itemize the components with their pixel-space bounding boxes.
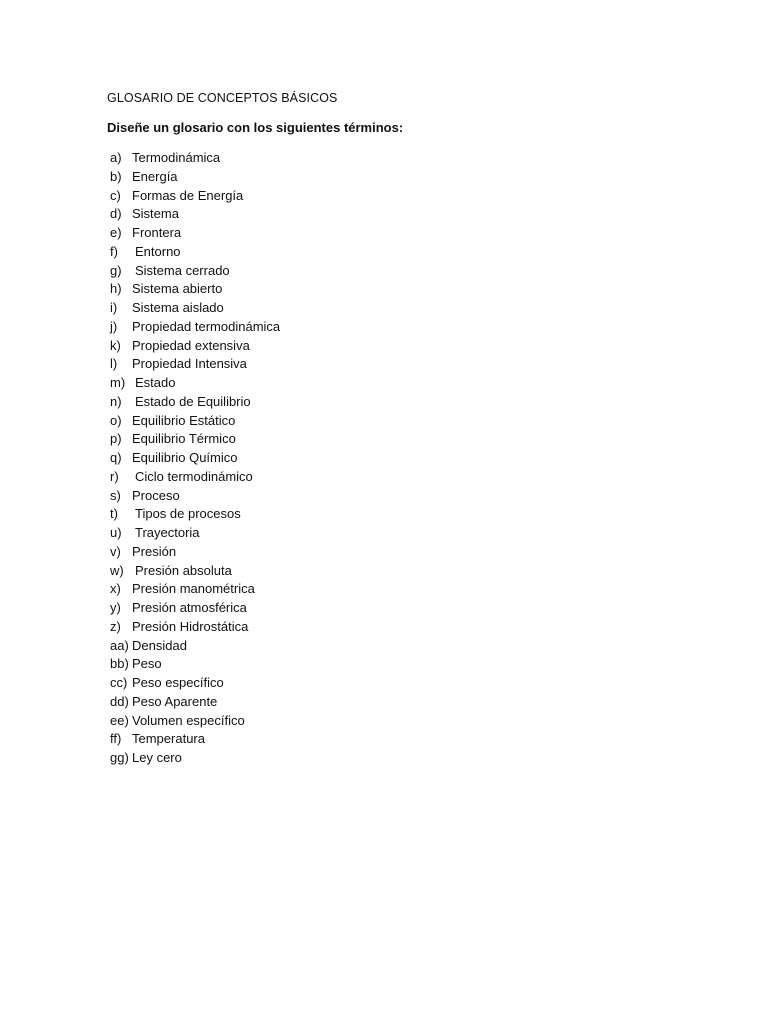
list-item: [110, 730, 280, 749]
list-item: [110, 393, 280, 412]
term-label: Propiedad termodinámica: [132, 318, 281, 334]
list-marker: r): [110, 468, 119, 484]
term-label: Ley cero: [132, 750, 182, 765]
term-label: Sistema: [132, 206, 179, 222]
term-label: Proceso: [132, 487, 180, 503]
list-marker: p): [110, 431, 122, 447]
term-label: Presión absoluta: [135, 562, 232, 578]
list-marker: z): [110, 618, 121, 634]
list-marker: w): [110, 562, 124, 578]
list-item: [110, 487, 280, 506]
list-item: [110, 712, 280, 731]
list-item: [110, 280, 280, 299]
list-marker: e): [110, 225, 122, 240]
term-label: Equilibrio Térmico: [132, 431, 236, 447]
list-item: [110, 618, 280, 637]
term-label: Frontera: [132, 225, 182, 240]
term-label: Sistema aislado: [132, 300, 224, 315]
term-label: Entorno: [135, 243, 181, 259]
list-marker: g): [110, 262, 122, 278]
term-label: Temperatura: [132, 731, 205, 747]
list-item: [110, 168, 280, 187]
term-label: Sistema abierto: [132, 281, 223, 297]
term-label: Peso Aparente: [132, 693, 218, 709]
list-item: [110, 355, 280, 374]
list-marker: a): [110, 150, 122, 165]
term-label: Presión Hidrostática: [132, 618, 249, 634]
list-marker: v): [110, 543, 121, 559]
list-item: [110, 693, 280, 712]
list-item: [110, 449, 280, 468]
term-label: Estado: [135, 375, 176, 390]
list-item: [110, 243, 280, 262]
list-marker: cc): [110, 675, 128, 690]
document-title: GLOSARIO DE CONCEPTOS BÁSICOS: [107, 91, 338, 105]
list-marker: k): [110, 337, 121, 353]
list-marker: i): [110, 300, 118, 315]
list-item: [110, 543, 280, 562]
list-item: [110, 337, 280, 356]
list-item: [110, 299, 280, 318]
list-item: [110, 599, 280, 618]
list-marker: o): [110, 412, 122, 428]
list-marker: q): [110, 450, 122, 465]
term-label: Presión: [132, 543, 177, 559]
list-marker: h): [110, 281, 122, 297]
document-subtitle: Diseñe un glosario con los siguientes términos:: [107, 120, 404, 135]
list-marker: m): [110, 375, 126, 390]
list-item: [110, 562, 280, 581]
list-marker: b): [110, 168, 122, 184]
term-label: Sistema cerrado: [135, 262, 230, 278]
term-label: Volumen específico: [132, 712, 245, 728]
list-marker: dd): [110, 693, 129, 709]
list-item: [110, 637, 280, 656]
list-marker: j): [110, 318, 118, 334]
list-item: [110, 187, 280, 206]
term-label: Formas de Energía: [132, 187, 244, 203]
list-marker: y): [110, 600, 121, 615]
list-item: [110, 674, 280, 693]
list-item: [110, 468, 280, 487]
list-item: [110, 655, 280, 674]
term-label: Equilibrio Estático: [132, 412, 236, 428]
list-marker: l): [110, 356, 118, 372]
list-item: [110, 430, 280, 449]
list-marker: d): [110, 206, 122, 222]
list-marker: s): [110, 487, 121, 503]
list-marker: bb): [110, 656, 129, 672]
term-label: Ciclo termodinámico: [135, 468, 253, 484]
list-item: [110, 374, 280, 393]
list-item: [110, 262, 280, 281]
term-label: Propiedad extensiva: [132, 337, 250, 353]
list-marker: t): [110, 506, 118, 522]
list-marker: aa): [110, 637, 129, 653]
list-item: [110, 580, 280, 599]
list-item: [110, 149, 280, 168]
list-marker: f): [110, 243, 118, 259]
term-label: Densidad: [132, 637, 187, 653]
term-label: Propiedad Intensiva: [132, 356, 247, 372]
list-item: [110, 505, 280, 524]
list-marker: ee): [110, 712, 129, 728]
term-label: Energía: [132, 168, 178, 184]
list-item: [110, 318, 280, 337]
list-marker: ff): [110, 731, 122, 747]
term-label: Estado de Equilibrio: [135, 393, 251, 409]
term-label: Trayectoria: [135, 525, 200, 540]
term-label: Presión atmosférica: [132, 600, 247, 615]
term-label: Presión manométrica: [132, 581, 255, 597]
list-marker: gg): [110, 750, 129, 765]
list-item: [110, 749, 280, 768]
list-item: [110, 205, 280, 224]
list-item: [110, 412, 280, 431]
term-label: Tipos de procesos: [135, 506, 241, 522]
glossary-term-list: [110, 149, 280, 768]
list-item: [110, 224, 280, 243]
term-label: Peso específico: [132, 675, 224, 690]
list-marker: n): [110, 393, 122, 409]
list-marker: x): [110, 581, 121, 597]
list-marker: u): [110, 525, 122, 540]
list-marker: c): [110, 187, 121, 203]
term-label: Peso: [132, 656, 162, 672]
term-label: Termodinámica: [132, 150, 221, 165]
list-item: [110, 524, 280, 543]
term-label: Equilibrio Químico: [132, 450, 238, 465]
